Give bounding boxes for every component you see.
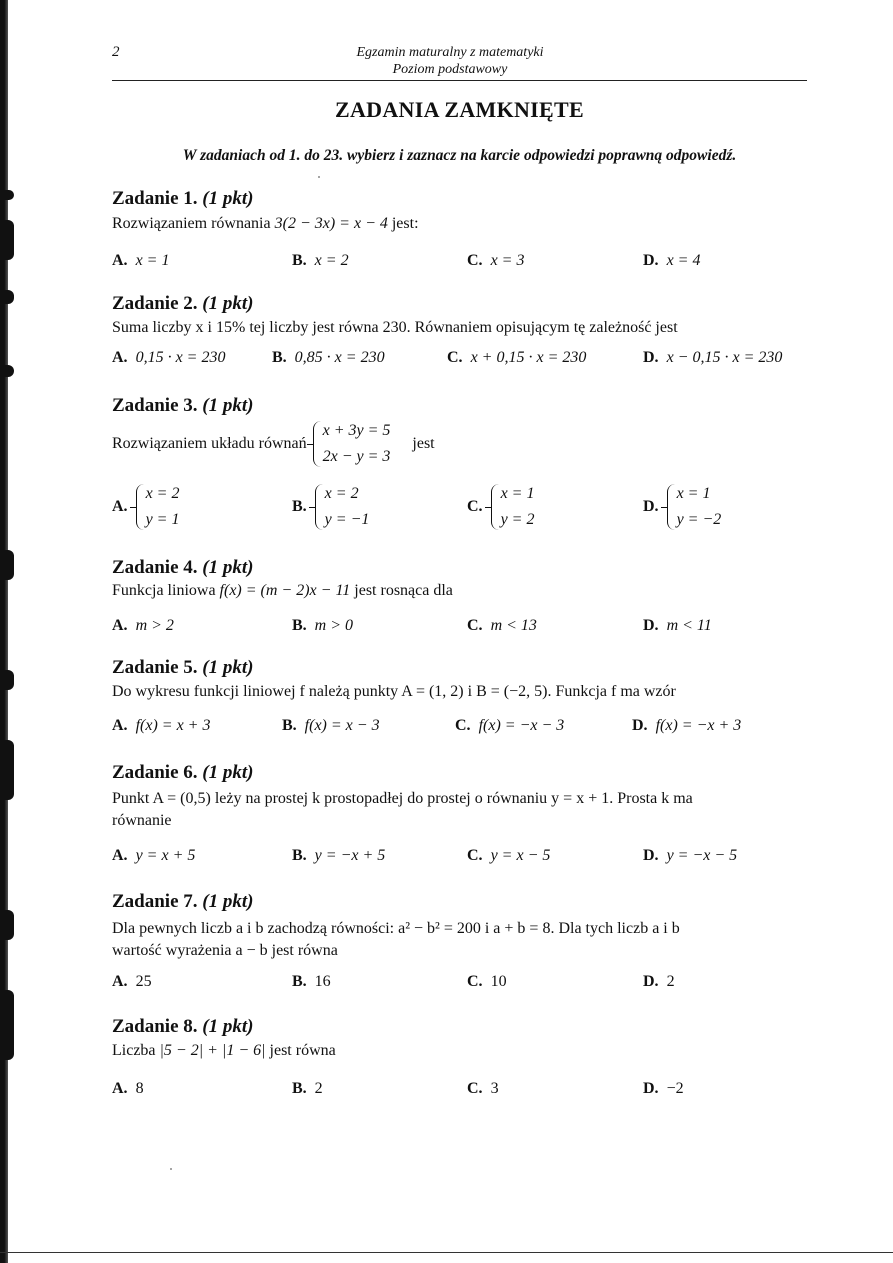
page-number: 2 xyxy=(112,44,120,60)
task-4-option-b[interactable]: B. m > 0 xyxy=(292,617,354,634)
task-points: (1 pkt) xyxy=(202,762,254,783)
task-points: (1 pkt) xyxy=(202,657,254,678)
task-5-prompt: Do wykresu funkcji liniowej f należą punkty A = (1, 2) i B = (−2, 5). Funkcja f ma wzór xyxy=(112,683,676,700)
task-6-prompt: Punkt A = (0,5) leży na prostej k prostopadłej do prostej o równaniu y = x + 1. Prosta k ma równanie xyxy=(112,790,693,829)
task-7-prompt: Dla pewnych liczb a i b zachodzą równości: a² − b² = 200 i a + b = 8. Dla tych liczb a i b wartość wyrażenia a − b jest równa xyxy=(112,920,680,959)
task-6-option-a[interactable]: A. y = x + 5 xyxy=(112,847,196,864)
task-3-option-b[interactable]: B. x = 2 y = −1 xyxy=(292,485,370,528)
task-8-title xyxy=(112,1016,253,1038)
footer-divider xyxy=(0,1252,893,1253)
task-5-option-c[interactable]: C. f(x) = −x − 3 xyxy=(455,717,565,734)
task-1-option-d[interactable]: D. x = 4 xyxy=(643,252,701,269)
task-3-title xyxy=(112,395,253,417)
task-points: (1 pkt) xyxy=(202,293,254,314)
task-5-title xyxy=(112,657,253,679)
task-2-prompt: Suma liczby x i 15% tej liczby jest równa 230. Równaniem opisującym tę zależność jest xyxy=(112,319,678,336)
task-5-option-a[interactable]: A. f(x) = x + 3 xyxy=(112,717,211,734)
task-5-option-b[interactable]: B. f(x) = x − 3 xyxy=(282,717,380,734)
task-4-option-c[interactable]: C. m < 13 xyxy=(467,617,537,634)
task-8-option-b[interactable]: B. 2 xyxy=(292,1080,323,1097)
task-1-option-a[interactable]: A. x = 1 xyxy=(112,252,170,269)
task-6-option-d[interactable]: D. y = −x − 5 xyxy=(643,847,738,864)
scan-speck xyxy=(170,1168,172,1170)
header-subtitle: Poziom podstawowy xyxy=(392,62,508,77)
task-1-option-b[interactable]: B. x = 2 xyxy=(292,252,349,269)
task-8-option-c[interactable]: C. 3 xyxy=(467,1080,499,1097)
task-8-prompt: Liczba |5 − 2| + |1 − 6| jest równa xyxy=(112,1042,336,1059)
task-1-title xyxy=(112,188,253,210)
task-points: (1 pkt) xyxy=(202,891,254,912)
task-points: (1 pkt) xyxy=(202,395,254,416)
task-4-prompt: Funkcja liniowa f(x) = (m − 2)x − 11 jest rosnąca dla xyxy=(112,582,453,599)
task-7-title xyxy=(112,891,253,913)
task-4-option-a[interactable]: A. m > 2 xyxy=(112,617,174,634)
task-2-option-d[interactable]: D. x − 0,15 · x = 230 xyxy=(643,349,783,366)
task-label: Zadanie 2. xyxy=(112,293,198,314)
instructions: W zadaniach od 1. do 23. wybierz i zaznacz na karcie odpowiedzi poprawną odpowiedź. xyxy=(182,147,737,164)
task-label: Zadanie 1. xyxy=(112,188,198,209)
equation: 3(2 − 3x) = x − 4 xyxy=(274,215,388,232)
task-2-option-a[interactable]: A. 0,15 · x = 230 xyxy=(112,349,226,366)
task-6-option-b[interactable]: B. y = −x + 5 xyxy=(292,847,386,864)
section-title: ZADANIA ZAMKNIĘTE xyxy=(335,97,584,122)
equation-system: x + 3y = 5 2x − y = 3 xyxy=(313,418,391,470)
scan-speck xyxy=(318,176,320,178)
task-3-option-c[interactable]: C. x = 1 y = 2 xyxy=(467,485,535,528)
header-title: Egzamin maturalny z matematyki xyxy=(356,45,544,60)
task-3-option-a[interactable]: A. x = 2 y = 1 xyxy=(112,485,180,528)
task-points: (1 pkt) xyxy=(202,1016,254,1037)
scan-marks xyxy=(0,190,18,1080)
task-label: Zadanie 4. xyxy=(112,557,198,578)
task-1-prompt: Rozwiązaniem równania 3(2 − 3x) = x − 4 jest: xyxy=(112,215,419,232)
task-label: Zadanie 6. xyxy=(112,762,198,783)
task-2-title xyxy=(112,293,253,315)
task-4-option-d[interactable]: D. m < 11 xyxy=(643,617,712,634)
equation: |5 − 2| + |1 − 6| xyxy=(159,1042,266,1059)
task-6-title xyxy=(112,762,253,784)
header-divider xyxy=(112,80,807,81)
task-label: Zadanie 7. xyxy=(112,891,198,912)
task-2-option-b[interactable]: B. 0,85 · x = 230 xyxy=(272,349,385,366)
page-header xyxy=(300,44,600,78)
task-7-option-a[interactable]: A. 25 xyxy=(112,973,152,990)
task-7-option-b[interactable]: B. 16 xyxy=(292,973,331,990)
task-4-title xyxy=(112,557,253,579)
task-3-prompt: Rozwiązaniem układu równań x + 3y = 5 2x − y = 3 jest xyxy=(112,418,812,470)
task-3-option-d[interactable]: D. x = 1 y = −2 xyxy=(643,485,722,528)
task-8-option-a[interactable]: A. 8 xyxy=(112,1080,144,1097)
task-label: Zadanie 8. xyxy=(112,1016,198,1037)
task-2-option-c[interactable]: C. x + 0,15 · x = 230 xyxy=(447,349,587,366)
task-1-option-c[interactable]: C. x = 3 xyxy=(467,252,525,269)
task-5-option-d[interactable]: D. f(x) = −x + 3 xyxy=(632,717,742,734)
task-points: (1 pkt) xyxy=(202,557,254,578)
task-points: (1 pkt) xyxy=(202,188,254,209)
task-7-option-d[interactable]: D. 2 xyxy=(643,973,675,990)
task-label: Zadanie 5. xyxy=(112,657,198,678)
task-8-option-d[interactable]: D. −2 xyxy=(643,1080,684,1097)
task-label: Zadanie 3. xyxy=(112,395,198,416)
task-6-option-c[interactable]: C. y = x − 5 xyxy=(467,847,551,864)
task-7-option-c[interactable]: C. 10 xyxy=(467,973,507,990)
equation: f(x) = (m − 2)x − 11 xyxy=(219,582,351,599)
